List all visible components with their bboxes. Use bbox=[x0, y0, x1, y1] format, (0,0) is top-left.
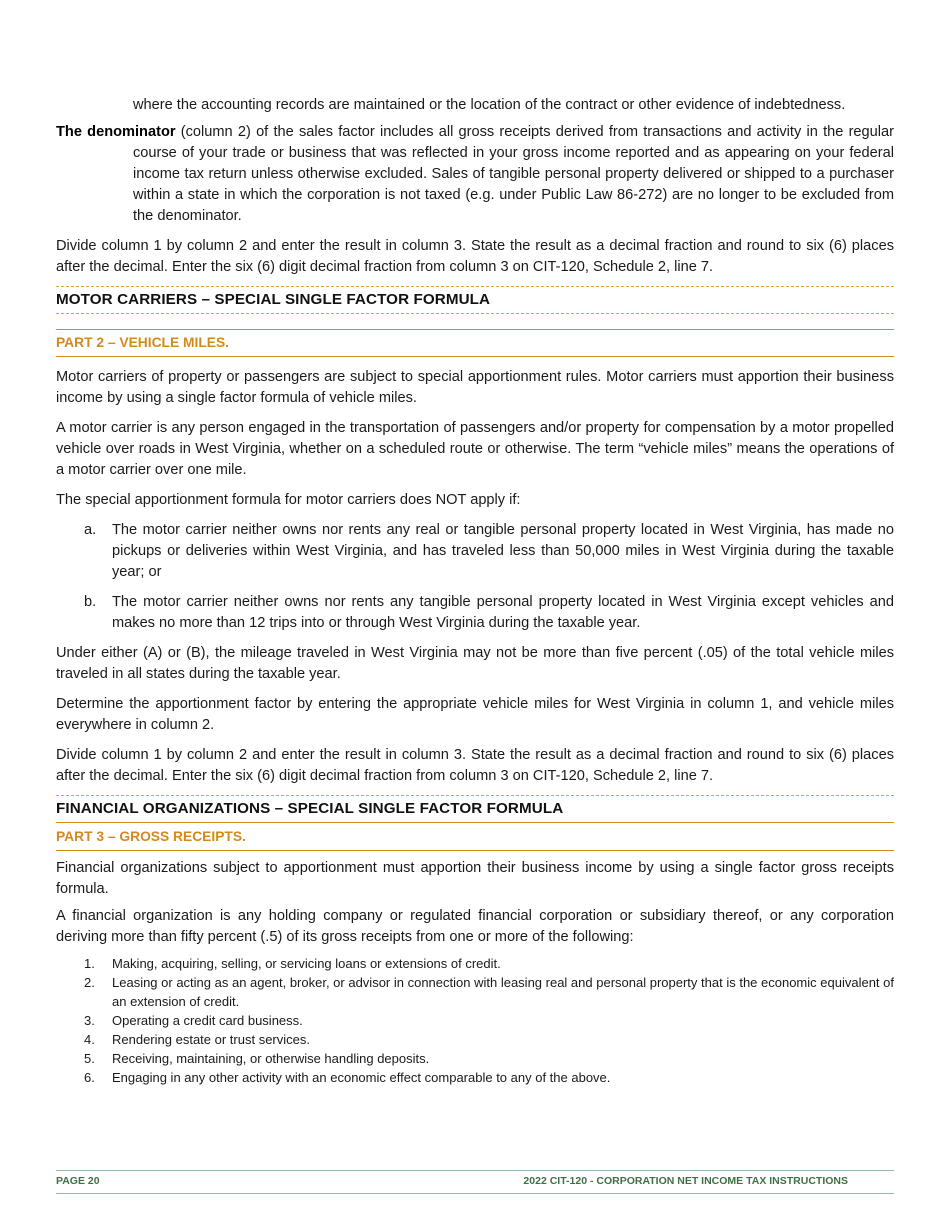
list-item bbox=[56, 1011, 894, 1030]
list-marker: 3. bbox=[84, 1013, 95, 1028]
list-item-text: The motor carrier neither owns nor rents any real or tangible personal property located in West Virginia, has made no pickups or deliveries within West Virginia, and has traveled less than 50,000 miles in West Virginia during the taxable year; or bbox=[112, 522, 894, 580]
list-marker: 1. bbox=[84, 956, 95, 971]
financial-paragraph-1: Financial organizations subject to apportionment must apportion their business income by using a single factor gross receipts formula. bbox=[56, 860, 894, 897]
list-item bbox=[56, 520, 894, 583]
list-item bbox=[56, 592, 894, 634]
list-marker: b. bbox=[84, 594, 97, 610]
financial-paragraph-2: A financial organization is any holding company or regulated financial corporation or subsidiary thereof, or any corporation deriving more than fifty percent (.5) of its gross receipts from one or more of the following: bbox=[56, 908, 894, 945]
list-item-text: Making, acquiring, selling, or servicing loans or extensions of credit. bbox=[112, 956, 501, 971]
list-marker: 2. bbox=[84, 975, 95, 990]
part-2-heading: PART 2 – VEHICLE MILES. bbox=[56, 329, 894, 357]
denominator-paragraph bbox=[56, 122, 894, 227]
motor-paragraph-2: A motor carrier is any person engaged in the transportation of passengers and/or property for compensation by a motor propelled vehicle over roads in West Virginia, whether on a scheduled route or otherwise. The term “vehicle miles” means the operations of a motor carrier over one mile. bbox=[56, 420, 894, 478]
part-3-heading: PART 3 – GROSS RECEIPTS. bbox=[56, 823, 894, 851]
page-content bbox=[56, 95, 894, 1087]
list-marker: 5. bbox=[84, 1051, 95, 1066]
list-item-text: Leasing or acting as an agent, broker, or advisor in connection with leasing real and personal property that is the economic equivalent of an extension of credit. bbox=[112, 975, 894, 1009]
motor-carriers-heading: MOTOR CARRIERS – SPECIAL SINGLE FACTOR FORMULA bbox=[56, 286, 894, 314]
divide-instruction: Divide column 1 by column 2 and enter the result in column 3. State the result as a decimal fraction and round to six (6) places after the decimal. Enter the six (6) digit decimal fraction from column 3 on CIT-120, Schedule 2, line 7. bbox=[56, 238, 894, 275]
denominator-label: The denominator bbox=[56, 124, 176, 140]
motor-paragraph-3: The special apportionment formula for motor carriers does NOT apply if: bbox=[56, 492, 521, 508]
motor-paragraph-4: Under either (A) or (B), the mileage traveled in West Virginia may not be more than five percent (.05) of the total vehicle miles traveled in all states during the taxable year. bbox=[56, 645, 894, 682]
list-marker: a. bbox=[84, 522, 97, 538]
list-item-text: Rendering estate or trust services. bbox=[112, 1032, 310, 1047]
list-item bbox=[56, 1068, 894, 1087]
list-item-text: The motor carrier neither owns nor rents any tangible personal property located in West Virginia except vehicles and makes no more than 12 trips into or through West Virginia during the taxable year. bbox=[112, 594, 894, 631]
numbered-list bbox=[56, 954, 894, 1087]
continued-paragraph: where the accounting records are maintained or the location of the contract or other evidence of indebtedness. bbox=[133, 97, 846, 113]
list-item-text: Operating a credit card business. bbox=[112, 1013, 303, 1028]
motor-paragraph-6: Divide column 1 by column 2 and enter the result in column 3. State the result as a decimal fraction and round to six (6) places after the decimal. Enter the six (6) digit decimal fraction from column 3 on CIT-120, Schedule 2, line 7. bbox=[56, 747, 894, 784]
list-marker: 4. bbox=[84, 1032, 95, 1047]
list-item bbox=[56, 954, 894, 973]
motor-paragraph-1: Motor carriers of property or passengers are subject to special apportionment rules. Motor carriers must apportion their business income by using a single factor formula of vehicle miles. bbox=[56, 369, 894, 406]
list-item-text: Engaging in any other activity with an economic effect comparable to any of the above. bbox=[112, 1070, 611, 1085]
list-marker: 6. bbox=[84, 1070, 95, 1085]
financial-organizations-heading: FINANCIAL ORGANIZATIONS – SPECIAL SINGLE FACTOR FORMULA bbox=[56, 795, 894, 823]
page-number: PAGE 20 bbox=[56, 1175, 100, 1187]
motor-paragraph-5: Determine the apportionment factor by entering the appropriate vehicle miles for West Virginia in column 1, and vehicle miles everywhere in column 2. bbox=[56, 696, 894, 733]
list-item bbox=[56, 1049, 894, 1068]
list-item bbox=[56, 973, 894, 1011]
denominator-text: (column 2) of the sales factor includes all gross receipts derived from transactions and activity in the regular course of your trade or business that was reflected in your gross income reported and as appearing on your federal income tax return unless otherwise excluded. Sales of tangible personal property delivered or shipped to a purchaser within a state in which the corporation is not taxed (e.g. under Public Law 86-272) are no longer to be excluded from the denominator. bbox=[133, 124, 894, 224]
list-item-text: Receiving, maintaining, or otherwise handling deposits. bbox=[112, 1051, 430, 1066]
list-item bbox=[56, 1030, 894, 1049]
footer-title: 2022 CIT-120 - CORPORATION NET INCOME TAX INSTRUCTIONS bbox=[523, 1175, 848, 1187]
page-footer bbox=[56, 1170, 894, 1194]
